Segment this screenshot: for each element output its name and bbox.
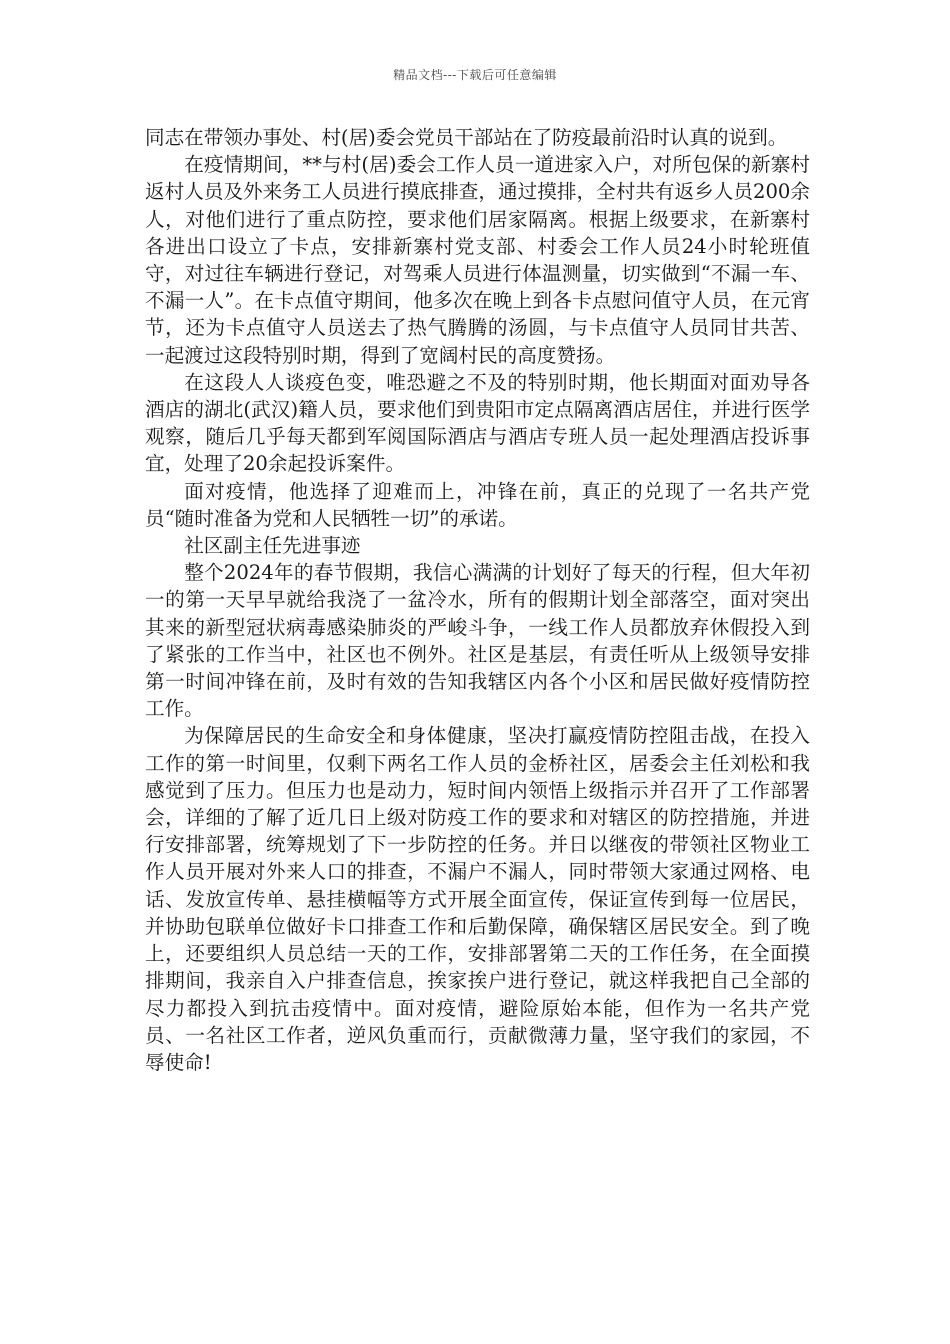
page-header: 精品文档---下载后可任意编辑: [393, 68, 557, 82]
paragraph: 同志在带领办事处、村(居)委会党员干部站在了防疫最前沿时认真的说到。: [145, 126, 788, 149]
paragraph: 为保障居民的生命安全和身体健康，坚决打赢疫情防控阻击战，在投入工作的第一时间里，仅剩下两名工作人员的金桥社区，居委会主任刘松和我感觉到了压力。但压力也是动力，短时间内领悟上级指示并召开了工作部署会，详细的了解了近几日上级对防疫工作的要求和对辖区的防控措施，并进行安排部署，统筹规划了下一步防控的任务。并日以继夜的带领社区物业工作人员开展对外来人口的排查，不漏户不漏人，同时带领大家通过网格、电话、发放宣传单、悬挂横幅等方式开展全面宣传，保证宣传到每一位居民，并协助包联单位做好卡口排查工作和后勤保障，确保辖区居民安全。到了晚上，还要组织人员总结一天的工作，安排部署第二天的工作任务，在全面摸排期间，我亲自入户排查信息，挨家挨户进行登记，就这样我把自己全部的尽力都投入到抗击疫情中。面对疫情，避险原始本能，但作为一名共产党员、一名社区工作者，逆风负重而行，贡献微薄力量，坚守我们的家园，不辱使命!: [145, 724, 810, 1074]
document-body: [145, 124, 810, 1076]
paragraph: 在这段人人谈疫色变，唯恐避之不及的特别时期，他长期面对面劝导各酒店的湖北(武汉)籍人员，要求他们到贵阳市定点隔离酒店居住，并进行医学观察，随后几乎每天都到军阅国际酒店与酒店专班人员一起处理酒店投诉事宜，处理了20余起投诉案件。: [145, 370, 810, 476]
section-title: 社区副主任先进事迹: [184, 534, 361, 558]
paragraph: 在疫情期间，**与村(居)委会工作人员一道进家入户，对所包保的新寨村返村人员及外来务工人员进行摸底排查，通过摸排，全村共有返乡人员200余人，对他们进行了重点防控，要求他们居家隔离。根据上级要求，在新寨村各进出口设立了卡点，安排新寨村党支部、村委会工作人员24小时轮班值守，对过往车辆进行登记，对驾乘人员进行体温测量，切实做到“不漏一车、不漏一人”。在卡点值守期间，他多次在晚上到各卡点慰问值守人员，在元宵节，还为卡点值守人员送去了热气腾腾的汤圆，与卡点值守人员同甘共苦、一起渡过这段特别时期，得到了宽阔村民的高度赞扬。: [145, 153, 810, 367]
paragraph: 面对疫情，他选择了迎难而上，冲锋在前，真正的兑现了一名共产党员“随时准备为党和人民牺牲一切”的承诺。: [145, 479, 810, 530]
paragraph: 整个2024年的春节假期，我信心满满的计划好了每天的行程，但大年初一的第一天早早就给我浇了一盆冷水，所有的假期计划全部落空，面对突出其来的新型冠状病毒感染肺炎的严峻斗争，一线工作人员都放弃休假投入到了紧张的工作当中，社区也不例外。社区是基层，有责任听从上级领导安排第一时间冲锋在前，及时有效的告知我辖区内各个小区和居民做好疫情防控工作。: [145, 561, 810, 721]
